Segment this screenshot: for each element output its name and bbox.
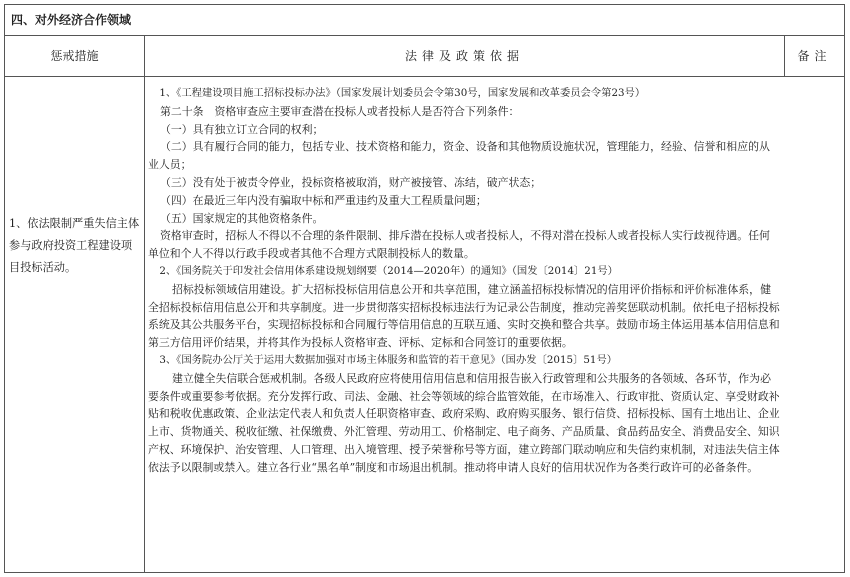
doc1-item: （一）具有独立订立合同的权利； [159,122,324,136]
doc1-item: （四）在最近三年内没有骗取中标和严重违约及重大工程质量问题； [159,193,487,207]
section-title: 四、对外经济合作领域 [5,5,844,36]
header-basis: 法律及政策依据 [145,36,785,77]
doc2-text: 招标投标领域信用建设。扩大招标投标信用信息公开和共享范围，建立涵盖招标投标情况的信用评价指标和评价标准体系，健全招标投标信用信息公开和共享制度。进一步贯彻落实招标投标违法行为记录公告制度，推动完善奖惩联动机制。依托电子招标投标系统及其公共服务平台，实现招标投标和合同履行等信用信息的互联互通、实时交换和整合共享。鼓励市场主体运用基本信用信息和第三方信用评价结果，并将其作为投标人资格审查、评标、定标和合同签订的重要依据。 [148,282,780,350]
doc3-title: 3、《国务院办公厅关于运用大数据加强对市场主体服务和监管的若干意见》（国办发〔2015〕51号） [159,353,618,366]
basis-cell [148,85,780,477]
measure-cell [5,77,145,572]
doc3-text: 建立健全失信联合惩戒机制。各级人民政府应将使用信用信息和信用报告嵌入行政管理和公共服务的各领域、各环节，作为必要条件或重要参考依据。充分发挥行政、司法、金融、社会等领域的综合监管效能，在市场准入、行政审批、资质认定、享受财政补贴和税收优惠政策、企业法定代表人和负责人任职资格审查、政府采购、政府购买服务、银行信贷、招标投标、国有土地出让、企业上市、货物通关、税收征缴、社保缴费、外汇管理、劳动用工、价格制定、电子商务、产品质量、食品药品安全、消费品安全、知识产权、环境保护、治安管理、人口管理、出入境管理、授予荣誉称号等方面，建立跨部门联动响应和失信约束机制，对违法失信主体依法予以限制或禁入。建立各行业“黑名单”制度和市场退出机制。推动将申请人良好的信用状况作为各类行政许可的必备条件。 [148,371,780,474]
doc1-item: （二）具有履行合同的能力，包括专业、技术资格和能力，资金、设备和其他物质设施状况，管理能力，经验、信誉和相应的从业人员； [148,140,770,172]
doc1-title: 1、《工程建设项目施工招标投标办法》（国家发展计划委员会令第30号，国家发展和改革委员会令第23号） [159,87,646,99]
doc1-item: （五）国家规定的其他资格条件。 [159,211,324,225]
measure-text: 1、依法限制严重失信主体参与政府投资工程建设项目投标活动。 [9,217,140,274]
header-measure: 惩戒措施 [5,36,145,77]
note-cell [785,77,844,572]
doc1-item: （三）没有处于被责令停业，投标资格被取消，财产被接管、冻结，破产状态； [159,175,542,189]
header-note: 备注 [785,36,844,77]
policy-table [4,4,845,573]
doc1-closing: 资格审查时，招标人不得以不合理的条件限制、排斥潜在投标人或者投标人，不得对潜在投标人或者投标人实行歧视待遇。任何单位和个人不得以行政手段或者其他不合理方式限制投标人的数量。 [148,229,770,261]
doc1-article: 第二十条 资格审查应主要审查潜在投标人或者投标人是否符合下列条件： [159,104,520,118]
doc2-title: 2、《国务院关于印发社会信用体系建设规划纲要（2014—2020年）的通知》（国发〔2014〕21号） [159,264,618,277]
